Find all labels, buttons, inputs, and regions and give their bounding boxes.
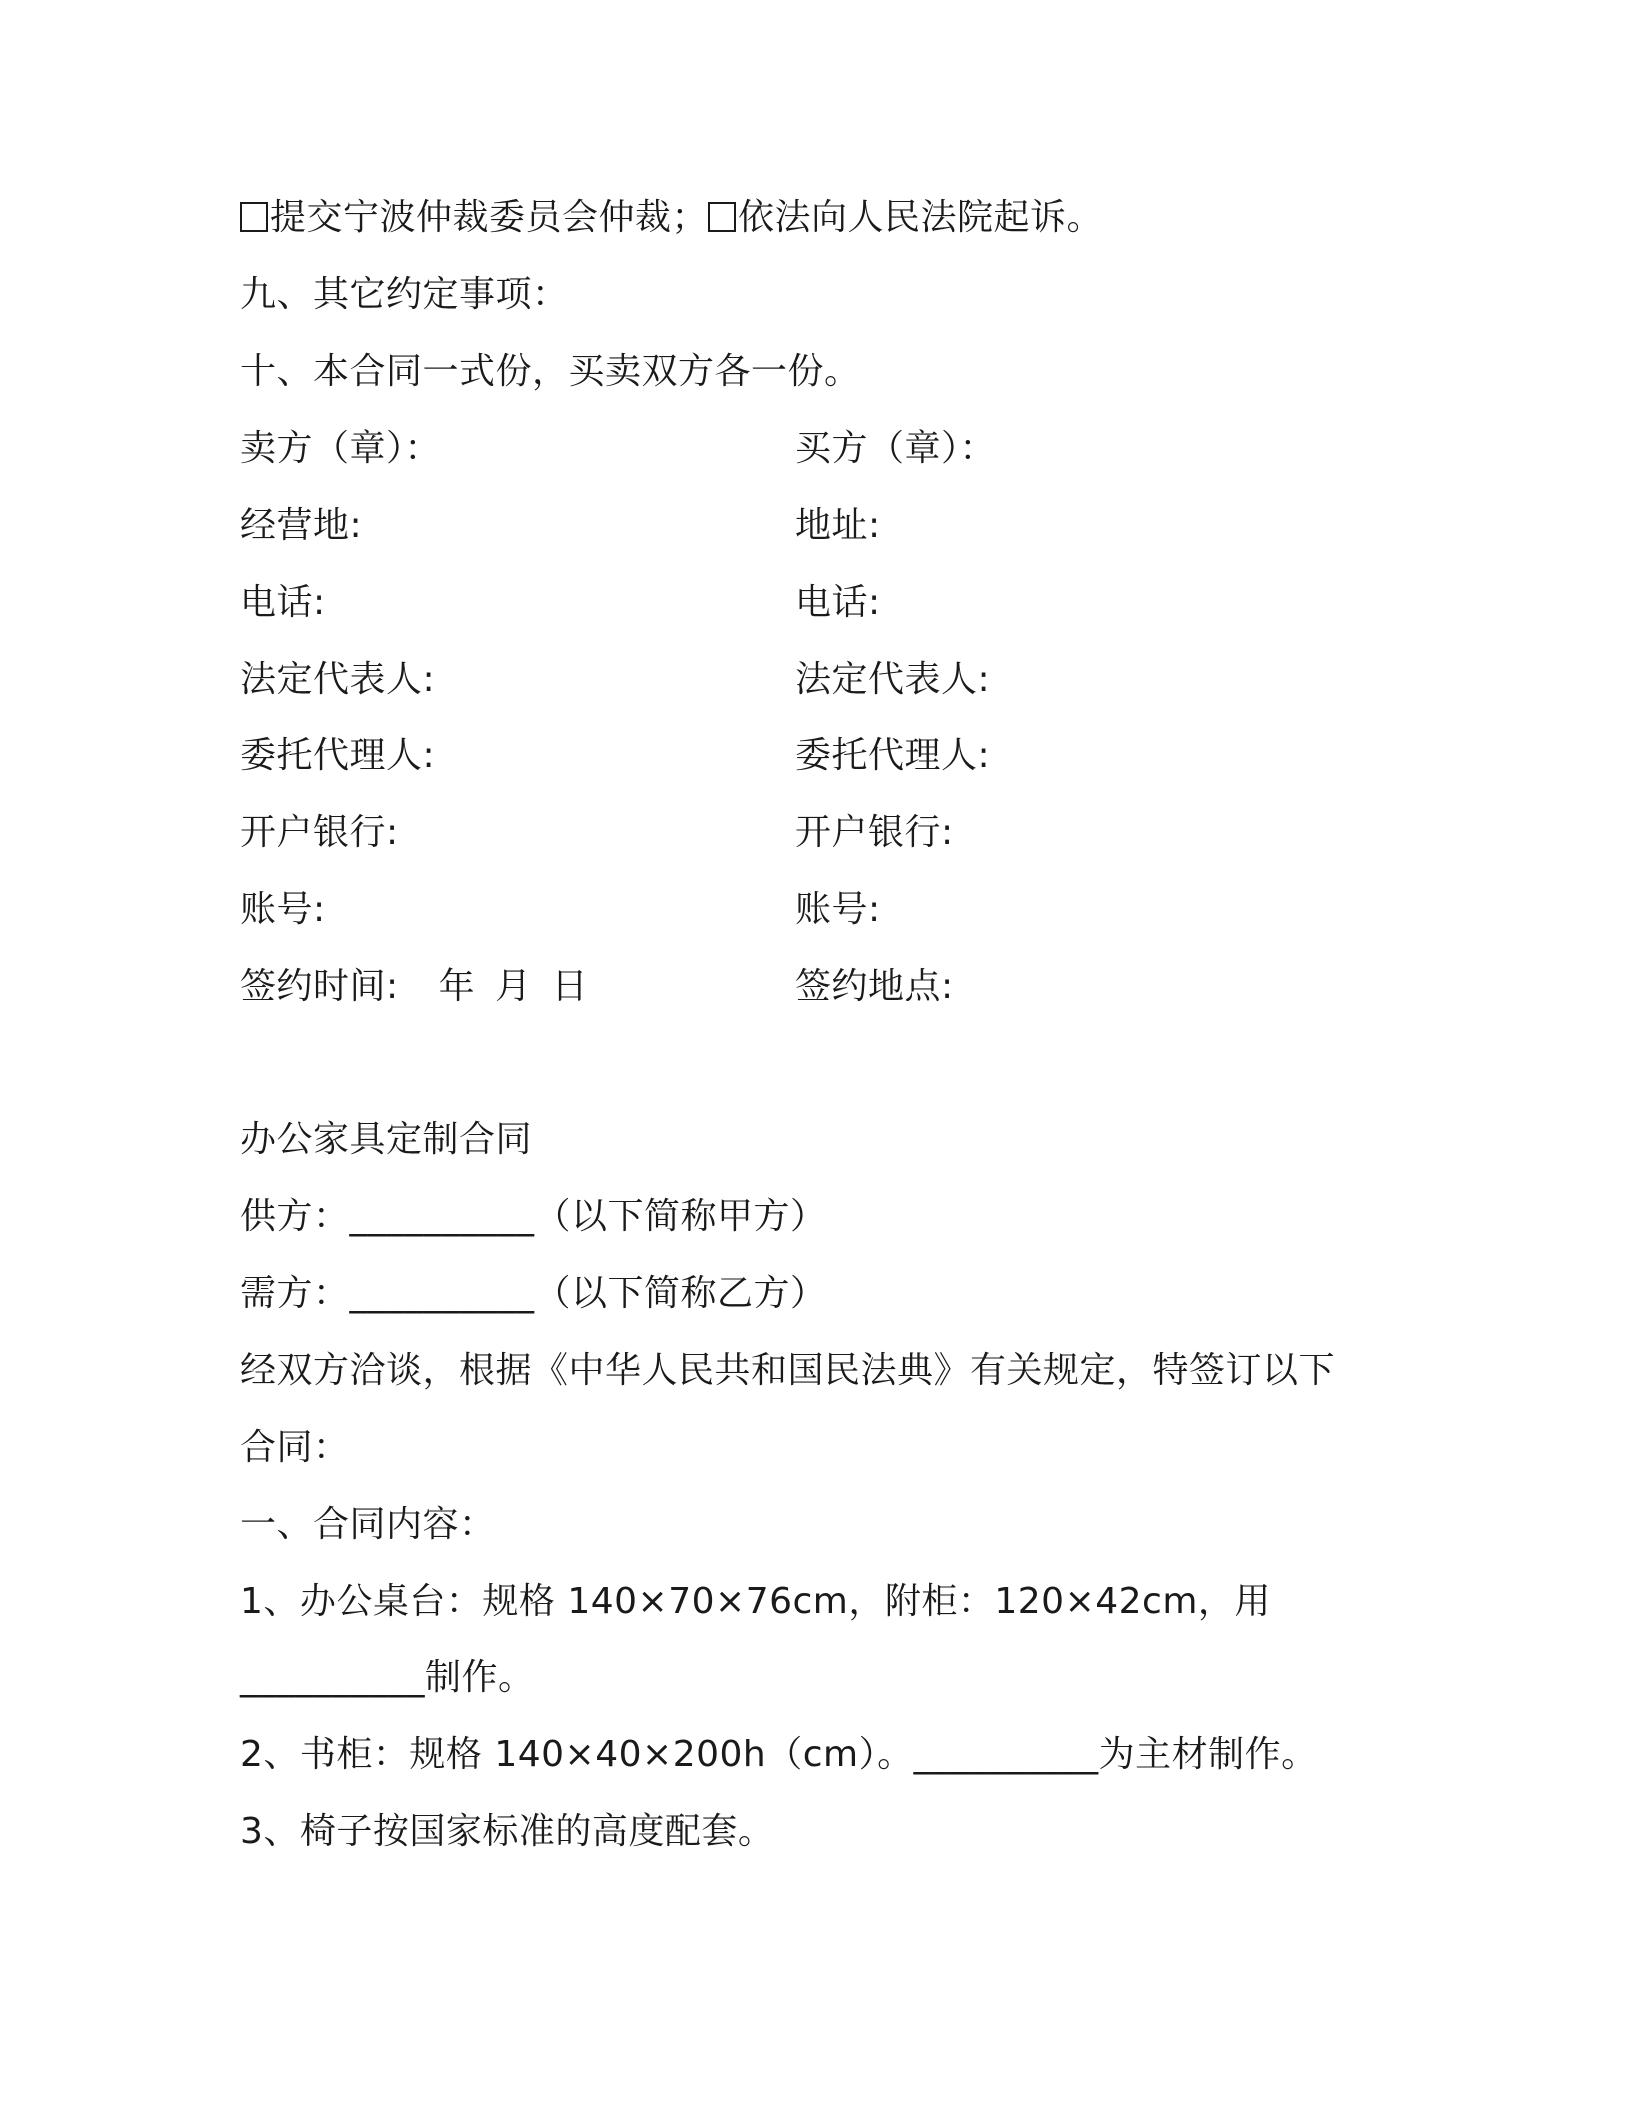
checkbox-arbitration[interactable] bbox=[240, 202, 268, 232]
buyer-phone-label: 电话: bbox=[795, 582, 881, 623]
buyer-legal-rep-label: 法定代表人: bbox=[795, 659, 991, 700]
day-label: 日 bbox=[551, 966, 589, 1007]
dispute-option-arbitration: 提交宁波仲裁委员会仲裁； bbox=[270, 197, 709, 238]
seller-legal-rep-label: 法定代表人: bbox=[240, 659, 436, 700]
contract-title: 办公家具定制合同 bbox=[240, 1119, 533, 1160]
checkbox-lawsuit[interactable] bbox=[708, 202, 736, 232]
month-label: 月 bbox=[495, 966, 532, 1007]
seller-phone-label: 电话: bbox=[240, 582, 326, 623]
clause-10: 十、本合同一式份，买卖双方各一份。 bbox=[240, 351, 861, 392]
buyer-agent-label: 委托代理人: bbox=[795, 735, 991, 776]
seller-sign-time bbox=[240, 965, 588, 1009]
item-2: 2、书柜：规格 140×40×200h（cm）。__________为主材制作。 bbox=[240, 1734, 1318, 1775]
year-label: 年 bbox=[438, 966, 476, 1007]
seller-title: 卖方（章）： bbox=[240, 428, 442, 469]
buyer-account-label: 账号: bbox=[795, 889, 881, 930]
dispute-options bbox=[240, 196, 1103, 240]
preamble-line-2: 合同： bbox=[240, 1427, 350, 1468]
item-1-line-2: __________制作。 bbox=[240, 1657, 535, 1698]
item-1-line-1: 1、办公桌台：规格 140×70×76cm，附柜：120×42cm，用 bbox=[240, 1581, 1271, 1622]
dispute-option-lawsuit: 依法向人民法院起诉。 bbox=[738, 197, 1104, 238]
demander-line: 需方：__________（以下简称乙方） bbox=[240, 1273, 827, 1314]
item-3: 3、椅子按国家标准的高度配套。 bbox=[240, 1811, 775, 1852]
seller-account-label: 账号: bbox=[240, 889, 326, 930]
seller-address-label: 经营地: bbox=[240, 505, 363, 546]
seller-agent-label: 委托代理人: bbox=[240, 735, 436, 776]
section-1-heading: 一、合同内容： bbox=[240, 1504, 496, 1545]
supplier-line: 供方：__________（以下简称甲方） bbox=[240, 1196, 827, 1237]
preamble-line-1: 经双方洽谈，根据《中华人民共和国民法典》有关规定，特签订以下 bbox=[240, 1350, 1336, 1391]
buyer-address-label: 地址: bbox=[795, 505, 881, 546]
sign-time-label: 签约时间: bbox=[240, 966, 399, 1007]
buyer-bank-label: 开户银行: bbox=[795, 812, 954, 853]
buyer-title: 买方（章）： bbox=[795, 428, 997, 469]
buyer-sign-place-label: 签约地点: bbox=[795, 966, 954, 1007]
seller-bank-label: 开户银行: bbox=[240, 812, 399, 853]
clause-9: 九、其它约定事项： bbox=[240, 274, 569, 315]
